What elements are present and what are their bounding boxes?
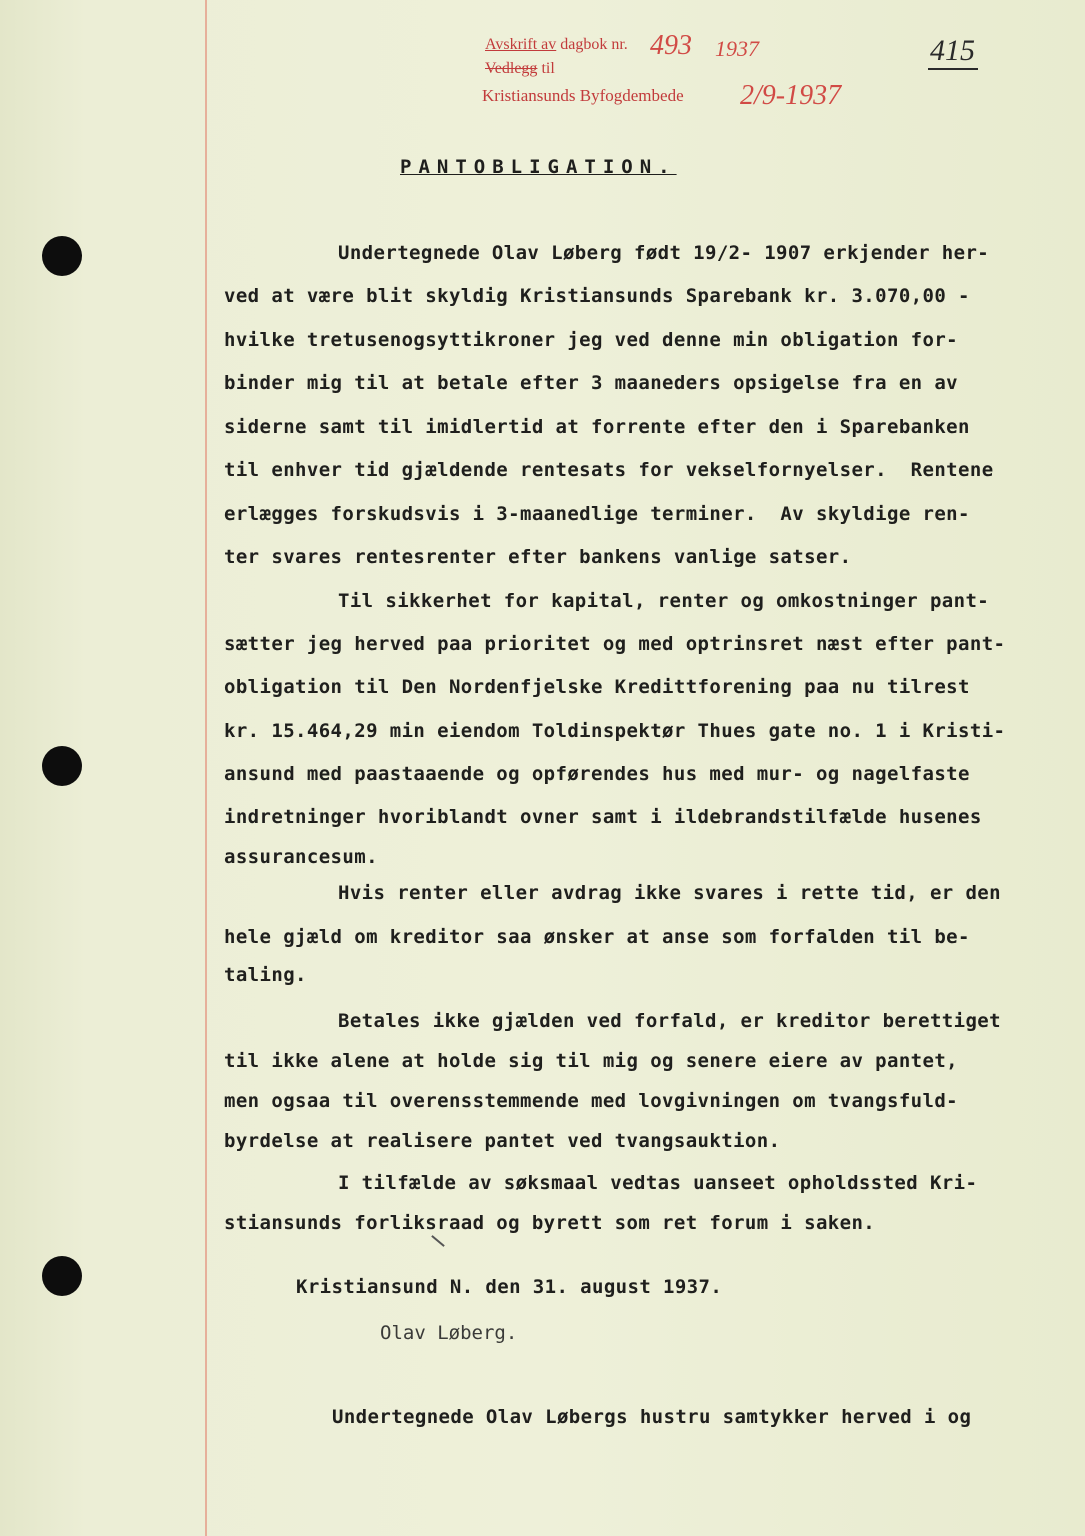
body-line: byrdelse at realisere pantet ved tvangsauktion. [224,1130,781,1152]
body-line: hele gjæld om kreditor saa ønsker at anse som forfalden til be- [224,926,970,948]
body-line: til enhver tid gjældende rentesats for vekselfornyelser. Rentene [224,459,994,481]
pencil-tick [431,1235,445,1247]
stamp-til: til [541,60,555,77]
handwritten-date: 2/9-1937 [740,80,842,111]
page-number-underline [928,68,978,70]
body-line: Undertegnede Olav Løberg født 19/2- 1907 erkjender her- [338,242,990,264]
body-line: indretninger hvoriblandt ovner samt i ildebrandstilfælde husenes [224,806,982,828]
document-title: PANTOBLIGATION. [400,156,677,178]
body-line: stiansunds forliksraad og byrett som ret forum i saken. [224,1212,876,1234]
body-line: erlægges forskudsvis i 3-maanedlige terminer. Av skyldige ren- [224,503,970,525]
body-line: assurancesum. [224,846,378,868]
stamp-line-2 [485,60,555,78]
handwritten-year: 1937 [715,36,759,61]
body-line: binder mig til at betale efter 3 maaneders opsigelse fra en av [224,372,959,394]
body-line: kr. 15.464,29 min eiendom Toldinspektør Thues gate no. 1 i Kristi- [224,720,1006,742]
handwritten-dagbok-number: 493 [650,30,692,61]
body-line: Til sikkerhet for kapital, renter og omkostninger pant- [338,590,990,612]
stamp-office: Kristiansunds Byfogdembede [482,86,684,105]
stamp-line-1 [485,36,628,54]
body-line: I tilfælde av søksmaal vedtas uanseet opholdssted Kri- [338,1172,978,1194]
body-line: sætter jeg herved paa prioritet og med optrinsret næst efter pant- [224,633,1006,655]
page-number: 415 [930,34,975,67]
margin-rule [205,0,207,1536]
punch-hole-bottom [42,1256,82,1296]
stamp-avskrift: Avskrift av [485,36,557,53]
place-date-line: Kristiansund N. den 31. august 1937. [296,1276,723,1298]
stamp-dagbok: dagbok nr. [560,36,628,53]
body-line: obligation til Den Nordenfjelske Kredittforening paa nu tilrest [224,676,970,698]
punch-hole-top [42,236,82,276]
signature: Olav Løberg. [380,1322,518,1344]
punch-hole-middle [42,746,82,786]
body-line: ter svares rentesrenter efter bankens vanlige satser. [224,546,852,568]
body-line: Undertegnede Olav Løbergs hustru samtykker herved i og [332,1406,972,1428]
body-line: hvilke tretusenogsyttikroner jeg ved denne min obligation for- [224,329,959,351]
body-line: ansund med paastaaende og opførendes hus med mur- og nagelfaste [224,763,970,785]
body-line: Betales ikke gjælden ved forfald, er kreditor berettiget [338,1010,1001,1032]
body-line: Hvis renter eller avdrag ikke svares i rette tid, er den [338,882,1001,904]
body-line: siderne samt til imidlertid at forrente efter den i Sparebanken [224,416,970,438]
stamp-vedlegg: Vedlegg [485,60,538,77]
body-line: til ikke alene at holde sig til mig og senere eiere av pantet, [224,1050,959,1072]
body-line: men ogsaa til overensstemmende med lovgivningen om tvangsfuld- [224,1090,959,1112]
body-line: ved at være blit skyldig Kristiansunds Sparebank kr. 3.070,00 - [224,285,970,307]
body-line: taling. [224,964,307,986]
